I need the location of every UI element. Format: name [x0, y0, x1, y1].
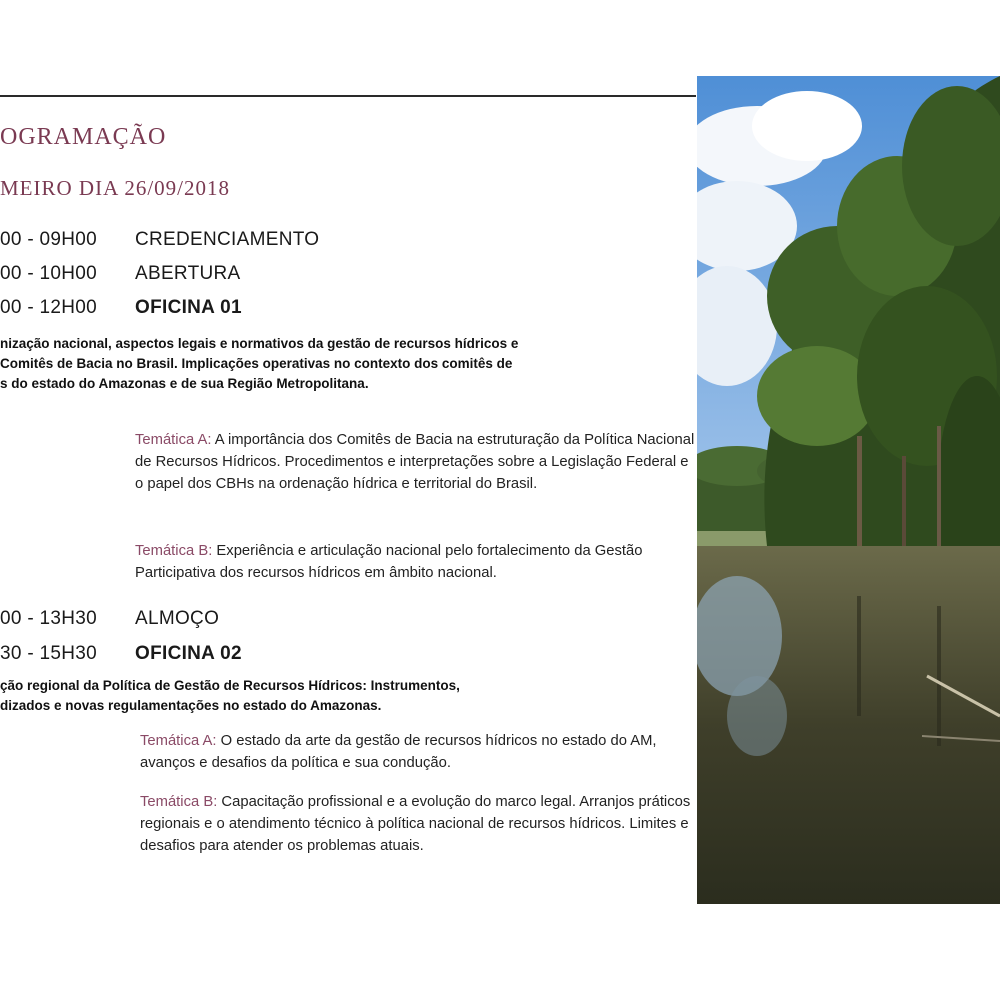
theme-text: Capacitação profissional e a evolução do marco legal. Arranjos práticos regionais e o atendimento técnico à política nacional de recursos hídricos. Limites e desafios para atender os problemas atuais.: [140, 794, 691, 854]
theme-text: O estado da arte da gestão de recursos hídricos no estado do AM, avanços e desafios da política e sua condução.: [140, 733, 657, 771]
schedule-label: ABERTURA: [135, 263, 241, 284]
theme-text: A importância dos Comitês de Bacia na estruturação da Política Nacional de Recursos Hídricos. Procedimentos e interpretações sobre a Legislação Federal e o papel dos CBHs na ordenação hídrica e territorial do Brasil.: [135, 432, 695, 492]
description-line: s do estado do Amazonas e de sua Região Metropolitana.: [0, 376, 369, 391]
theme-tag: Temática A:: [135, 432, 212, 448]
schedule-label: CREDENCIAMENTO: [135, 229, 320, 250]
theme-tag: Temática A:: [140, 733, 217, 749]
description-line: nização nacional, aspectos legais e normativos da gestão de recursos hídricos e: [0, 336, 519, 351]
oficina-02-description: [0, 676, 680, 716]
oficina-01-theme-a: [135, 429, 695, 495]
top-divider: [0, 95, 696, 97]
oficina-01-theme-b: [135, 540, 695, 584]
oficina-02-theme-b: [140, 791, 700, 857]
river-forest-photo: [697, 76, 1000, 904]
schedule-label: OFICINA 01: [135, 297, 242, 318]
description-line: dizados e novas regulamentações no estado do Amazonas.: [0, 698, 382, 713]
schedule-time: 30 - 15H30: [0, 643, 98, 664]
day-title: MEIRO DIA 26/09/2018: [0, 176, 230, 200]
section-title: OGRAMAÇÃO: [0, 124, 167, 150]
oficina-01-description: [0, 334, 680, 394]
river-forest-illustration: [697, 76, 1000, 904]
description-line: ção regional da Política de Gestão de Recursos Hídricos: Instrumentos,: [0, 678, 460, 693]
theme-text: Experiência e articulação nacional pelo fortalecimento da Gestão Participativa dos recursos hídricos em âmbito nacional.: [135, 543, 643, 581]
schedule-time: 00 - 10H00: [0, 263, 98, 284]
schedule-label: OFICINA 02: [135, 643, 242, 664]
theme-tag: Temática B:: [135, 543, 213, 559]
oficina-02-theme-a: [140, 730, 700, 774]
description-line: Comitês de Bacia no Brasil. Implicações operativas no contexto dos comitês de: [0, 356, 513, 371]
schedule-time: 00 - 13H30: [0, 608, 98, 629]
theme-tag: Temática B:: [140, 794, 218, 810]
schedule-time: 00 - 09H00: [0, 229, 98, 250]
schedule-time: 00 - 12H00: [0, 297, 98, 318]
schedule-label: ALMOÇO: [135, 608, 220, 629]
